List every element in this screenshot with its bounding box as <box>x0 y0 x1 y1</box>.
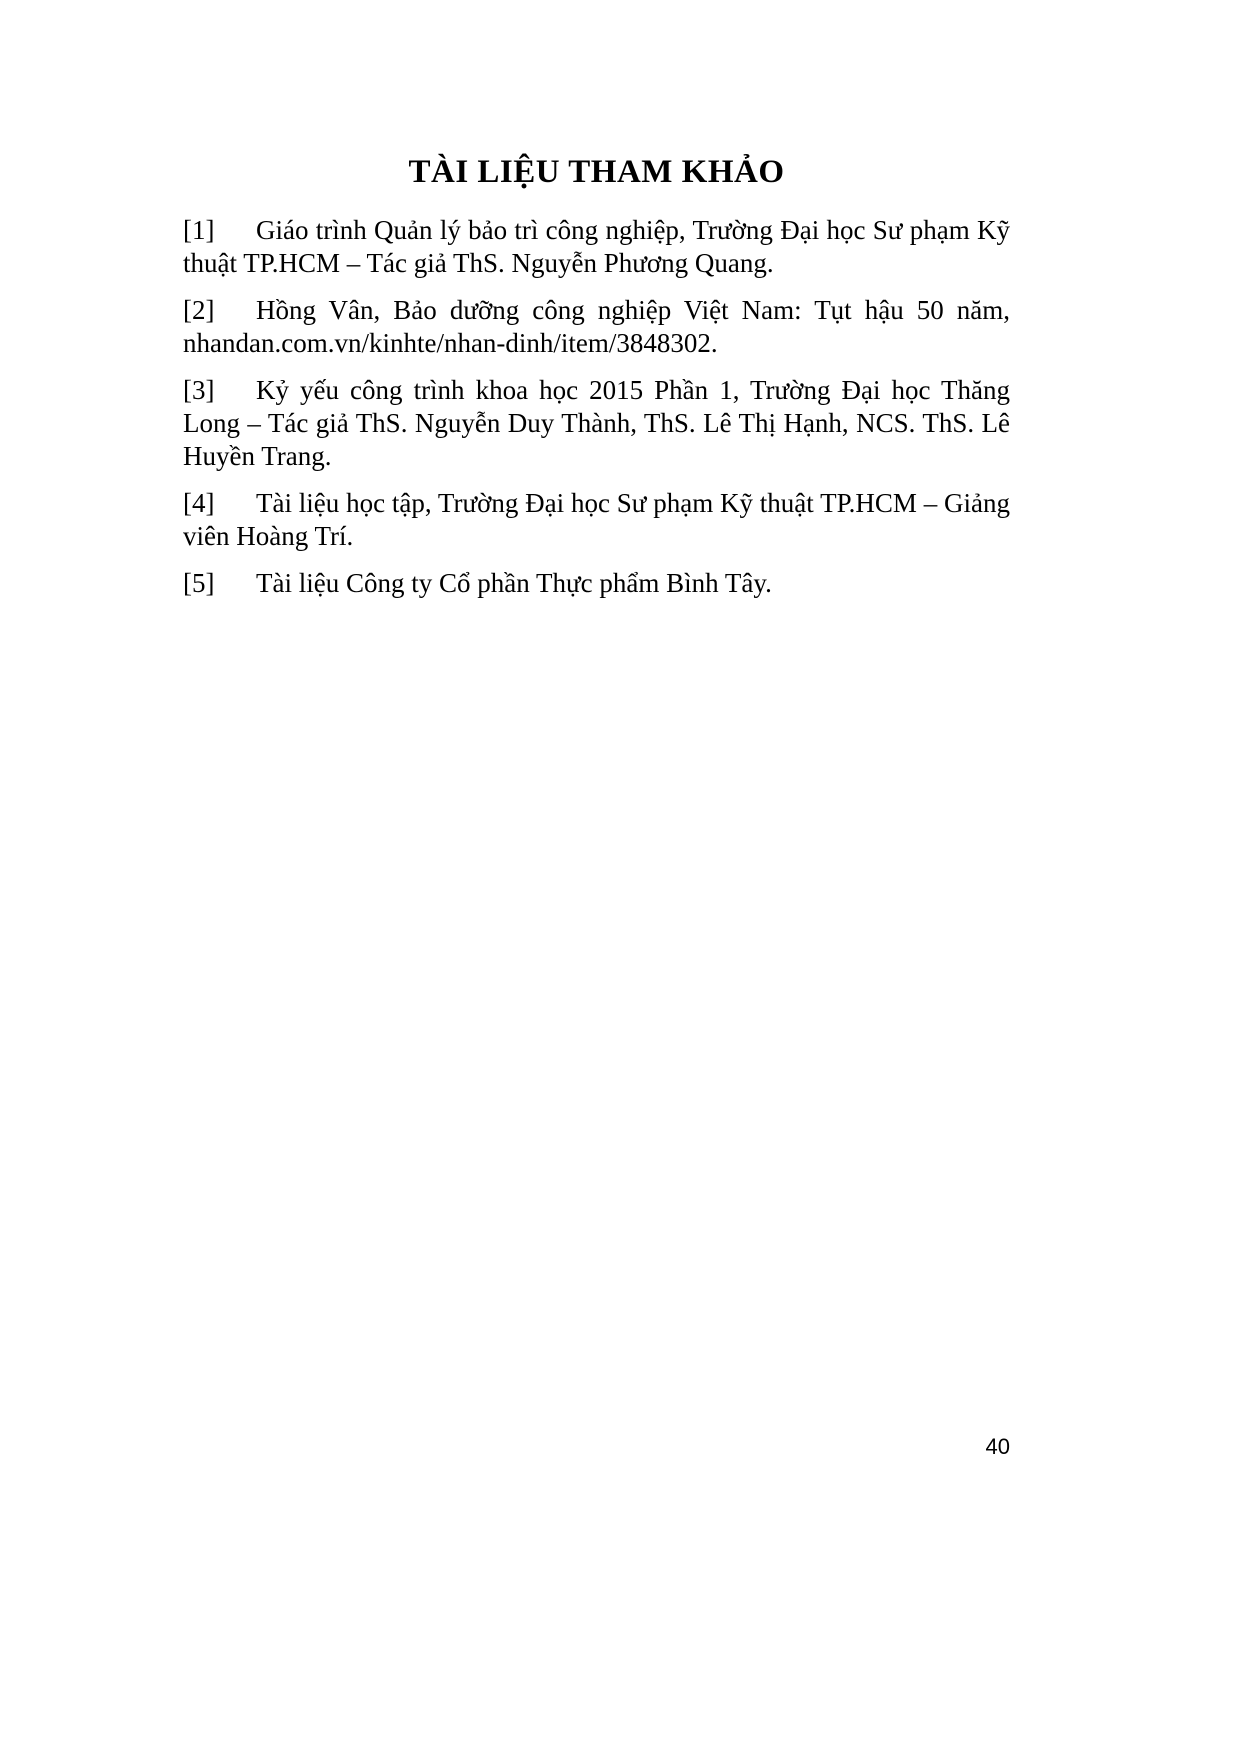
reference-text: Tài liệu học tập, Trường Đại học Sư phạm Kỹ thuật TP.HCM – Giảng viên Hoàng Trí. <box>183 488 1010 551</box>
reference-text: Giáo trình Quản lý bảo trì công nghiệp, Trường Đại học Sư phạm Kỹ thuật TP.HCM – Tác giả ThS. Nguyễn Phương Quang. <box>183 215 1010 278</box>
reference-item <box>183 294 1010 360</box>
reference-item <box>183 374 1010 473</box>
page-number: 40 <box>985 1434 1010 1459</box>
reference-text: Hồng Vân, Bảo dưỡng công nghiệp Việt Nam: Tụt hậu 50 năm, nhandan.com.vn/kinhte/nhan-dinh/item/3848302. <box>183 295 1010 358</box>
reference-number: [1] <box>183 215 215 245</box>
reference-item <box>183 214 1010 280</box>
references-section <box>183 152 1010 614</box>
reference-item <box>183 567 1010 600</box>
reference-number: [5] <box>183 568 215 598</box>
reference-text: Tài liệu Công ty Cổ phần Thực phẩm Bình Tây. <box>256 568 772 598</box>
reference-number: [3] <box>183 375 215 405</box>
reference-text: Kỷ yếu công trình khoa học 2015 Phần 1, Trường Đại học Thăng Long – Tác giả ThS. Nguyễn Duy Thành, ThS. Lê Thị Hạnh, NCS. ThS. Lê Huyền Trang. <box>183 375 1010 471</box>
page-title: TÀI LIỆU THAM KHẢO <box>408 154 785 190</box>
reference-number: [2] <box>183 295 215 325</box>
reference-item <box>183 487 1010 553</box>
reference-number: [4] <box>183 488 215 518</box>
